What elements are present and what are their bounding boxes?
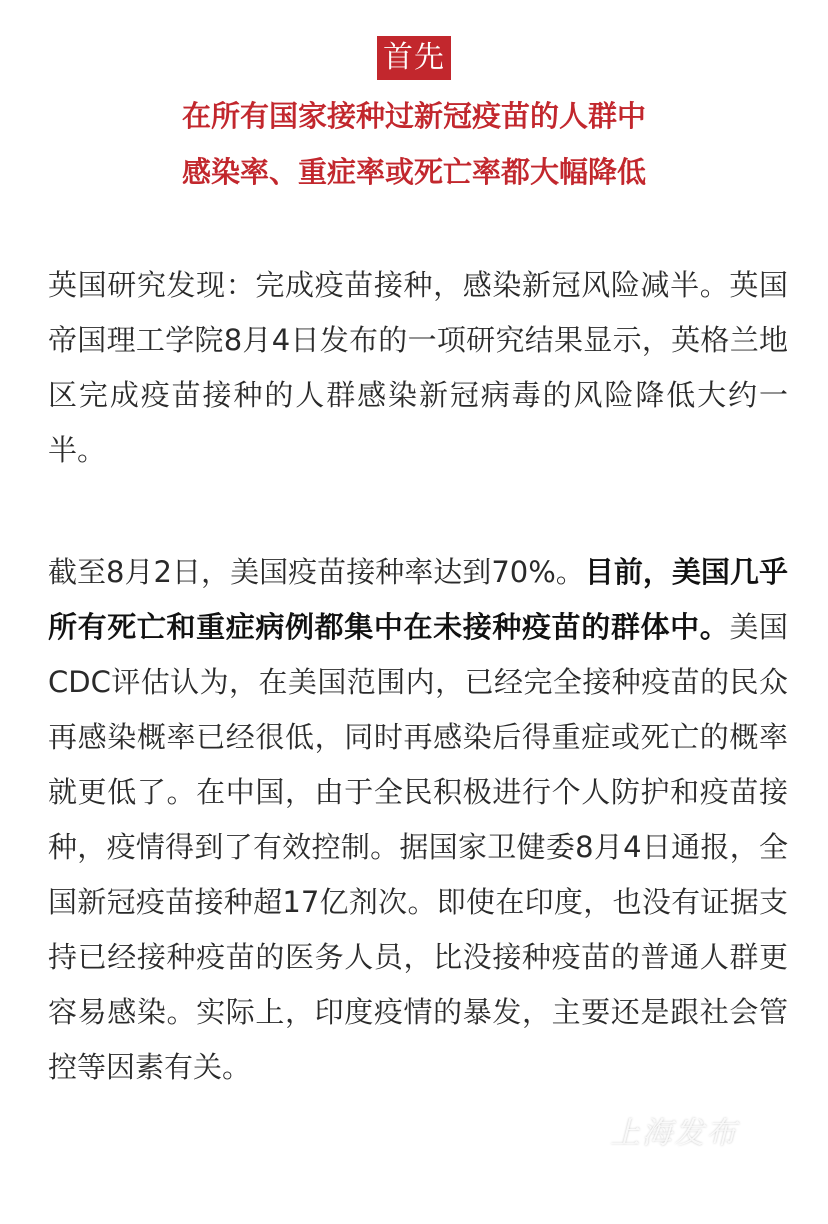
- paragraph-rest: 美国CDC评估认为，在美国范围内，已经完全接种疫苗的民众再感染概率已经很低，同时再感染后得重症或死亡的概率就更低了。在中国，由于全民积极进行个人防护和疫苗接种，疫情得到了有效控制。据国家卫健委8月4日通报，全国新冠疫苗接种超17亿剂次。即使在印度，也没有证据支持已经接种疫苗的医务人员，比没接种疫苗的普通人群更容易感染。实际上，印度疫情的暴发，主要还是跟社会管控等因素有关。: [48, 610, 788, 1084]
- paragraph-uk-study: 英国研究发现：完成疫苗接种，感染新冠风险减半。英国帝国理工学院8月4日发布的一项研究结果显示，英格兰地区完成疫苗接种的人群感染新冠病毒的风险降低大约一半。: [48, 268, 788, 467]
- paragraph-us-china-india: [48, 545, 788, 1095]
- paragraph-intro: 截至8月2日，美国疫苗接种率达到70%。: [48, 555, 585, 589]
- paragraph-bold-statement: 目前，美国几乎所有死亡和重症病例都集中在未接种疫苗的群体中。: [48, 555, 788, 644]
- headline-line-1: 在所有国家接种过新冠疫苗的人群中: [181, 99, 646, 133]
- headline-line-2: 感染率、重症率或死亡率都大幅降低: [181, 155, 646, 189]
- section-badge: 首先: [377, 36, 451, 80]
- source-watermark: 上海发布: [610, 1116, 738, 1151]
- section-badge-wrapper: [0, 36, 828, 80]
